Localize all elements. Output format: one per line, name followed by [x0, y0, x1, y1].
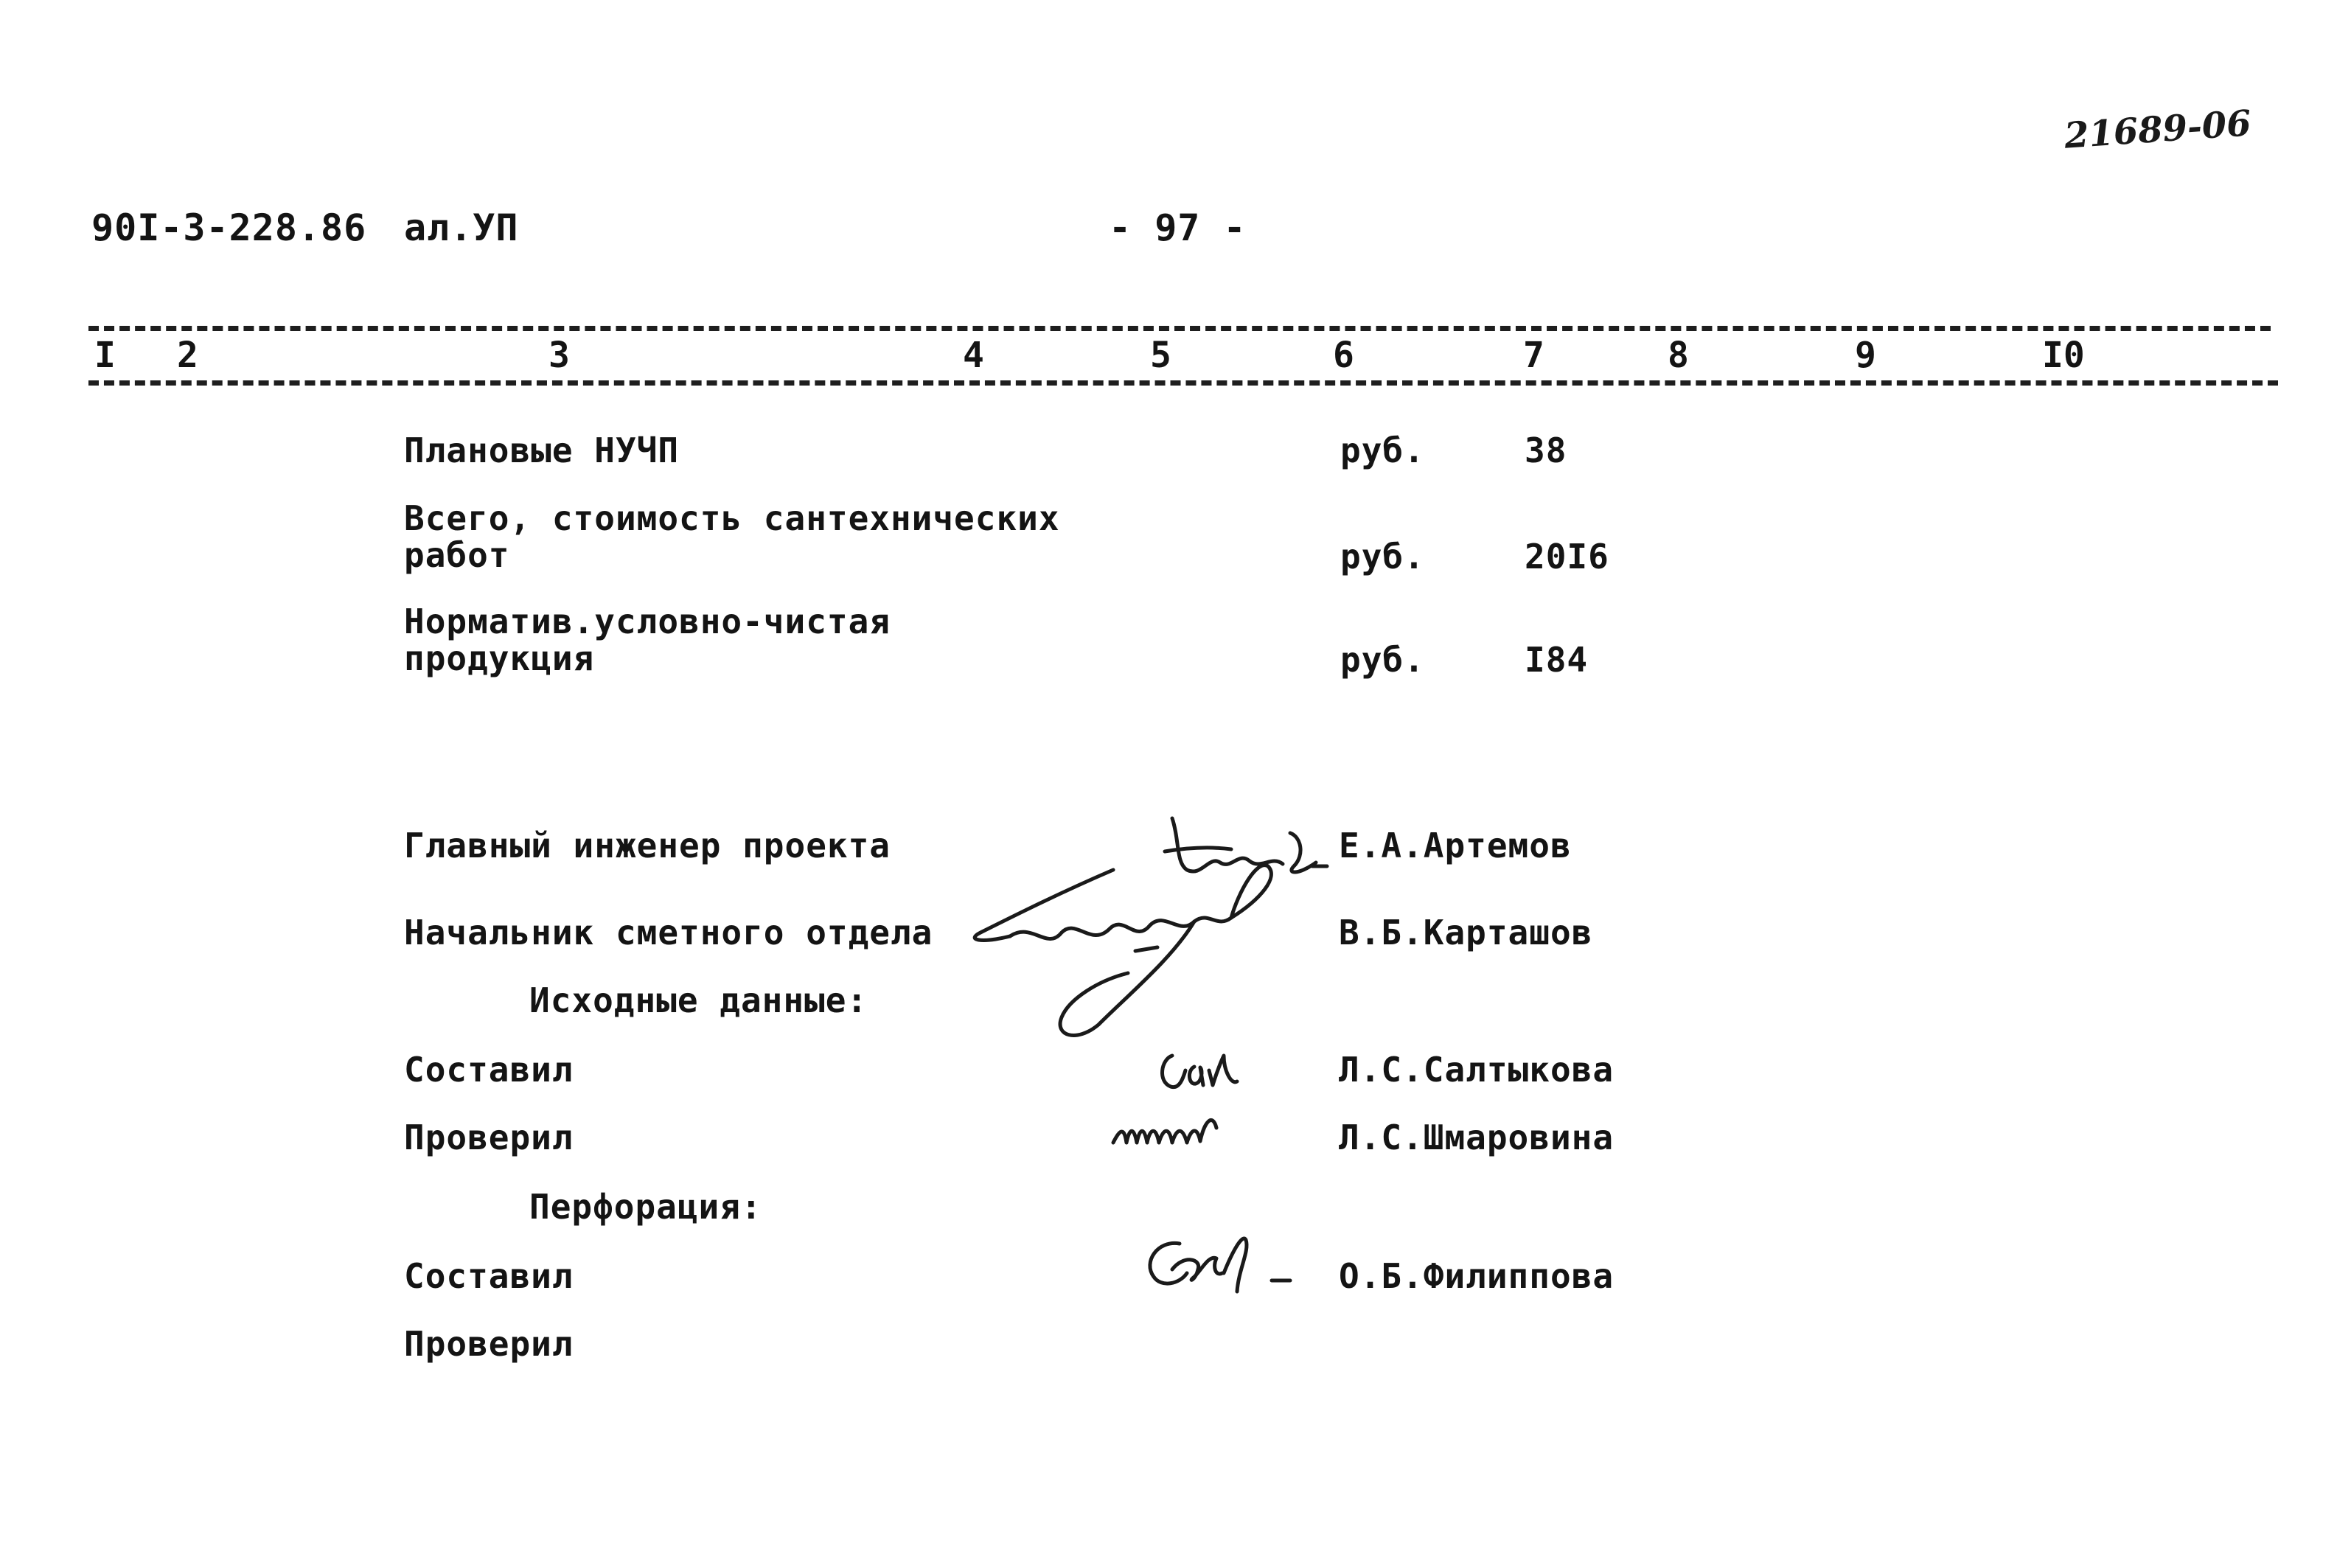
inventory-number: 21689-06	[2063, 102, 2253, 157]
dashed-rule-top	[88, 326, 2271, 331]
source-checked-signature	[1106, 1106, 1253, 1165]
perf-compiled-signature	[1128, 1225, 1298, 1314]
perforation-heading: Перфорация:	[529, 1187, 762, 1227]
source-compiled-name: Л.С.Салтыкова	[1339, 1050, 1615, 1090]
row-value: I84	[1525, 640, 1589, 680]
row-unit: руб.	[1340, 537, 1425, 576]
album-number: ал.УП	[404, 206, 519, 249]
row-value: 20I6	[1525, 537, 1609, 576]
head-estimate-signature	[951, 848, 1305, 1039]
source-checked-role: Проверил	[404, 1118, 574, 1157]
column-number-8: 8	[1668, 335, 1689, 376]
dashed-rule-bottom	[88, 380, 2278, 386]
column-number-9: 9	[1855, 335, 1876, 376]
column-number-3: 3	[548, 335, 570, 376]
column-number-7: 7	[1523, 335, 1544, 376]
row-unit: руб.	[1340, 640, 1425, 680]
column-number-1: I	[94, 335, 116, 376]
perf-compiled-role: Составил	[404, 1256, 574, 1296]
perf-compiled-name: О.Б.Филиппова	[1339, 1256, 1615, 1296]
chief-engineer-role: Главный инженер проекта	[404, 826, 891, 865]
page-number: - 97 -	[1109, 206, 1247, 249]
column-number-2: 2	[177, 335, 198, 376]
document-code: 90I-3-228.86	[91, 206, 367, 249]
row-label: Норматив.условно-чистая продукция	[404, 602, 891, 678]
row-unit: руб.	[1340, 431, 1425, 470]
head-estimate-role: Начальник сметного отдела	[404, 913, 933, 952]
source-data-heading: Исходные данные:	[529, 980, 868, 1020]
source-compiled-signature	[1150, 1048, 1253, 1100]
column-number-5: 5	[1150, 335, 1171, 376]
head-estimate-name: В.Б.Карташов	[1339, 913, 1593, 952]
source-checked-name: Л.С.Шмаровина	[1339, 1118, 1615, 1157]
row-value: 38	[1525, 431, 1567, 470]
column-number-6: 6	[1333, 335, 1354, 376]
source-compiled-role: Составил	[404, 1050, 574, 1090]
chief-engineer-name: Е.А.Артемов	[1339, 826, 1572, 865]
column-number-4: 4	[963, 335, 984, 376]
row-label: Плановые НУЧП	[404, 431, 680, 470]
perf-checked-role: Проверил	[404, 1324, 574, 1364]
row-label: Всего, стоимость сантехнических работ	[404, 498, 1060, 575]
column-number-10: I0	[2042, 335, 2085, 376]
